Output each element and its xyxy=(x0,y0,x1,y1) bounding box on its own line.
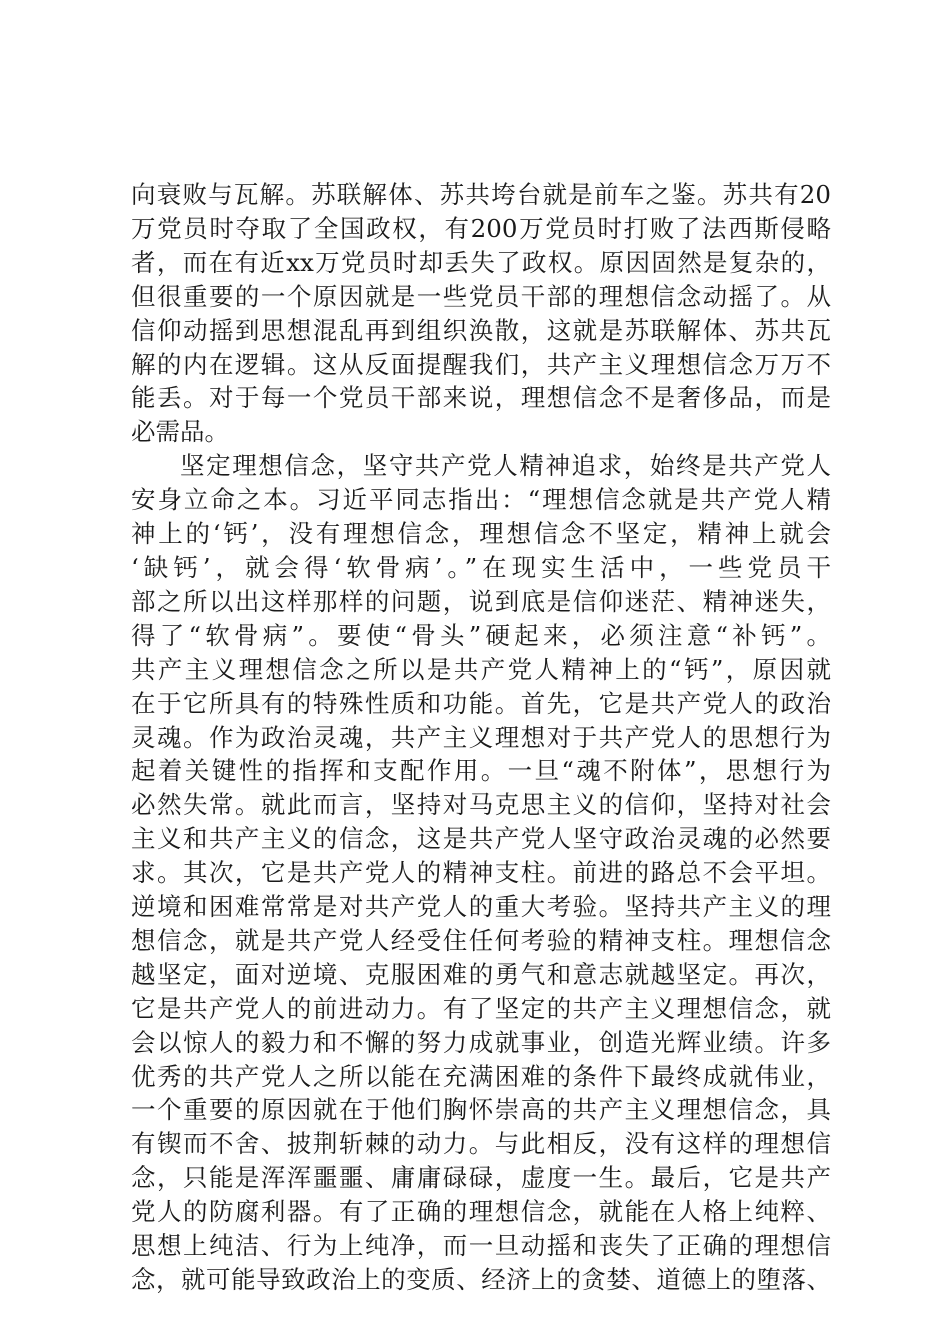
text-line: 必然失常。就此而言，坚持对马克思主义的信仰，坚持对社会 xyxy=(131,790,831,820)
text-line: 信仰动摇到思想混乱再到组织涣散，这就是苏联解体、苏共瓦 xyxy=(131,315,831,345)
document-page xyxy=(131,178,831,1297)
text-line: 但很重要的一个原因就是一些党员干部的理想信念动摇了。从 xyxy=(131,281,831,311)
text-line: 者，而在有近xx万党员时却丢失了政权。原因固然是复杂的， xyxy=(131,247,831,277)
text-line: 灵魂。作为政治灵魂，共产主义理想对于共产党人的思想行为 xyxy=(131,722,831,752)
text-line: 起着关键性的指挥和支配作用。一旦“魂不附体”，思想行为 xyxy=(131,756,831,786)
text-line: 在于它所具有的特殊性质和功能。首先，它是共产党人的政治 xyxy=(131,688,831,718)
text-line: 念，就可能导致政治上的变质、经济上的贪婪、道德上的堕落、 xyxy=(131,1265,831,1294)
text-line: 优秀的共产党人之所以能在充满困难的条件下最终成就伟业， xyxy=(131,1061,831,1091)
text-line: 部之所以出这样那样的问题，说到底是信仰迷茫、精神迷失， xyxy=(131,586,831,616)
text-line: 会以惊人的毅力和不懈的努力成就事业，创造光辉业绩。许多 xyxy=(131,1027,831,1057)
text-line: 向衰败与瓦解。苏联解体、苏共垮台就是前车之鉴。苏共有20 xyxy=(131,180,831,209)
text-line: 得了“软骨病”。要使“骨头”硬起来，必须注意“补钙”。 xyxy=(131,620,831,650)
text-line: 解的内在逻辑。这从反面提醒我们，共产主义理想信念万万不 xyxy=(131,349,831,379)
text-line: 坚定理想信念，坚守共产党人精神追求，始终是共产党人 xyxy=(180,451,831,481)
text-line: 万党员时夺取了全国政权，有200万党员时打败了法西斯侵略 xyxy=(131,213,831,243)
text-line: 逆境和困难常常是对共产党人的重大考验。坚持共产主义的理 xyxy=(131,892,831,922)
text-line: 党人的防腐利器。有了正确的理想信念，就能在人格上纯粹、 xyxy=(131,1197,831,1227)
text-line: 安身立命之本。习近平同志指出：“理想信念就是共产党人精 xyxy=(131,485,831,515)
text-line: 主义和共产主义的信念，这是共产党人坚守政治灵魂的必然要 xyxy=(131,824,831,854)
text-line: 一个重要的原因就在于他们胸怀崇高的共产主义理想信念，具 xyxy=(131,1095,831,1125)
text-line: 能丢。对于每一个党员干部来说，理想信念不是奢侈品，而是 xyxy=(131,383,831,413)
text-line: 念，只能是浑浑噩噩、庸庸碌碌，虚度一生。最后，它是共产 xyxy=(131,1163,831,1193)
text-line: 越坚定，面对逆境、克服困难的勇气和意志就越坚定。再次， xyxy=(131,959,831,989)
paragraph-2 xyxy=(131,449,831,1297)
text-line: 神上的‘钙’，没有理想信念，理想信念不坚定，精神上就会 xyxy=(131,519,831,549)
text-line: 想信念，就是共产党人经受住任何考验的精神支柱。理想信念 xyxy=(131,925,831,955)
text-line: 共产主义理想信念之所以是共产党人精神上的“钙”，原因就 xyxy=(131,654,831,684)
paragraph-1 xyxy=(131,178,831,449)
text-line: 它是共产党人的前进动力。有了坚定的共产主义理想信念，就 xyxy=(131,993,831,1023)
text-line: 有锲而不舍、披荆斩棘的动力。与此相反，没有这样的理想信 xyxy=(131,1129,831,1159)
text-line: 必需品。 xyxy=(131,417,229,447)
text-line: 思想上纯洁、行为上纯净，而一旦动摇和丧失了正确的理想信 xyxy=(131,1231,831,1261)
text-line: ‘缺钙’，就会得‘软骨病’。”在现实生活中，一些党员干 xyxy=(131,552,831,582)
text-line: 求。其次，它是共产党人的精神支柱。前进的路总不会平坦。 xyxy=(131,858,831,888)
